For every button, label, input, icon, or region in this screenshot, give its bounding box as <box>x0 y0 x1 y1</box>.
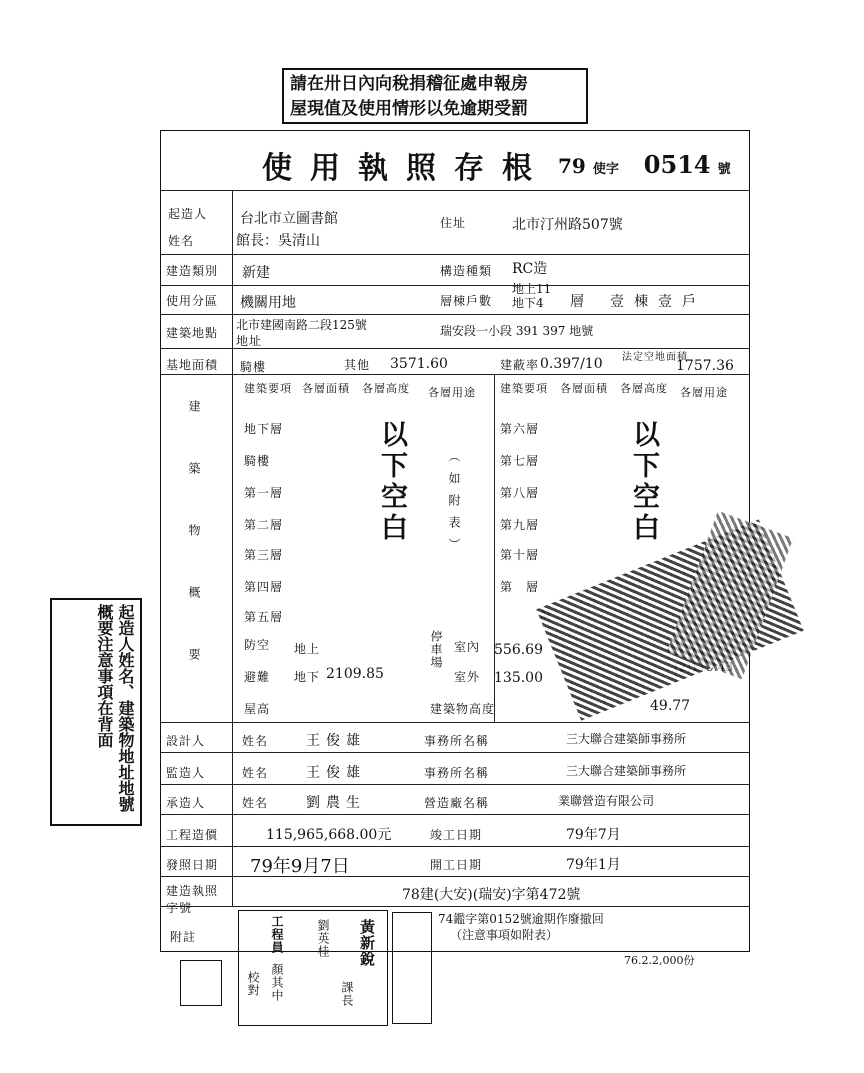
permit-suffix: 號 <box>717 162 731 177</box>
zone-value: 機關用地 <box>240 295 296 311</box>
parking-label: 停車場 <box>429 630 443 669</box>
contractor-name: 劉農生 <box>306 795 366 811</box>
row-4f: 第四層 <box>244 580 284 594</box>
blank-left-marker: 以下空白 <box>376 420 407 544</box>
issue-date: 79年9月7日 <box>250 856 350 877</box>
parking-outdoor: 室外 <box>454 670 481 684</box>
issue-date-label: 發照日期 <box>166 858 219 872</box>
floors-word: 層 <box>570 294 584 310</box>
other-area: 3571.60 <box>390 356 448 372</box>
row-10f: 第十層 <box>500 548 540 562</box>
completion-date: 79年7月 <box>566 827 621 843</box>
supervisor-label: 監造人 <box>166 766 206 780</box>
floors-label: 層棟戶數 <box>440 294 493 308</box>
row-5f: 第五層 <box>244 610 284 624</box>
row-nf: 第 層 <box>500 580 540 594</box>
lot-number: 瑞安段一小段 391 397 地號 <box>440 324 594 338</box>
remarks-line-2: （注意事項如附表） <box>450 928 559 942</box>
vacant-label: 法定空地面積 <box>622 352 688 363</box>
col-head-area-l: 各層面積 <box>302 382 350 395</box>
eaves-label: 屋高 <box>244 702 271 716</box>
sig-engineer-name: 顏其中 <box>270 963 284 1002</box>
name-label: 姓名 <box>168 234 195 248</box>
zone-label: 使用分區 <box>166 294 219 308</box>
site-address: 北市建國南路二段125號 <box>236 318 367 332</box>
see-attached-table: （如附表） <box>447 450 461 560</box>
signature-table <box>238 910 388 1026</box>
floors-below: 地下4 <box>512 296 544 310</box>
shelter-word: 避難 <box>244 670 271 684</box>
build-type-label: 建造類別 <box>166 264 219 278</box>
shelter-below-value: 2109.85 <box>326 666 384 682</box>
structure-type: RC造 <box>512 261 548 277</box>
applicant-address: 北市汀州路507號 <box>512 217 623 233</box>
remarks-line-1: 74鑑字第0152號逾期作廢撤回 <box>438 912 604 926</box>
shelter-label: 防空 <box>244 638 271 652</box>
permit-ref-label: 建造執照字號 <box>166 884 219 915</box>
structure-label: 構造種類 <box>440 264 493 278</box>
col-head-item-l: 建築要項 <box>244 382 292 395</box>
parking-indoor: 室內 <box>454 640 481 654</box>
sig-proofread: 校對 <box>246 971 260 997</box>
sig-chief: 黃新銳 <box>358 919 376 967</box>
applicant-label: 起造人 <box>168 207 208 221</box>
print-count: 76.2.2,000份 <box>624 954 695 967</box>
site-addr-prefix: 地址 <box>236 334 263 348</box>
height-label: 建築物高度 <box>430 702 496 716</box>
row-6f: 第六層 <box>500 422 540 436</box>
vertical-stamp <box>392 912 432 1024</box>
cost-label: 工程造價 <box>166 828 219 842</box>
designer-name: 王俊雄 <box>306 733 366 749</box>
site-area-label: 基地面積 <box>166 358 219 372</box>
site-label: 建築地點 <box>166 326 219 340</box>
build-type: 新建 <box>242 265 270 281</box>
designer-label: 設計人 <box>166 734 206 748</box>
designer-office: 三大聯合建築師事務所 <box>566 732 687 746</box>
sig-engineer-title: 工程員 <box>270 915 284 954</box>
permit-year: 79 <box>558 154 586 178</box>
start-date: 79年1月 <box>566 857 621 873</box>
contractor-firm-label: 營造廠名稱 <box>424 796 490 810</box>
coverage-label: 建蔽率 <box>500 358 540 372</box>
col-head-area-r: 各層面積 <box>560 382 608 395</box>
supervisor-office-label: 事務所名稱 <box>424 766 490 780</box>
permit-type: 使字 <box>592 162 619 177</box>
supervisor-office: 三大聯合建築師事務所 <box>566 764 687 778</box>
tax-notice-box <box>282 68 588 124</box>
row-9f: 第九層 <box>500 518 540 532</box>
address-label: 住址 <box>440 216 467 230</box>
row-arcade: 騎樓 <box>244 454 271 468</box>
other-area-label: 其他 <box>344 358 371 372</box>
remarks-label: 附註 <box>170 930 197 944</box>
side-note: 起造人姓名、建築物地址地號概要注意事項在背面 <box>50 598 142 826</box>
small-stamp-box <box>180 960 222 1006</box>
col-head-use-l: 各層用途 <box>428 386 476 399</box>
units-count: 壹棟壹戶 <box>610 294 706 310</box>
building-section-label: 建築物概要 <box>187 400 201 710</box>
parking-outdoor-value: 135.00 <box>494 670 543 686</box>
contractor-name-label: 姓名 <box>242 796 269 810</box>
sig-reviewer: 劉英桂 <box>316 919 330 958</box>
row-7f: 第七層 <box>500 454 540 468</box>
supervisor-name-label: 姓名 <box>242 766 269 780</box>
row-3f: 第三層 <box>244 548 284 562</box>
completion-label: 竣工日期 <box>430 828 483 842</box>
permit-no: 0514 <box>643 150 711 179</box>
blank-right-marker: 以下空白 <box>628 420 659 544</box>
col-head-height-l: 各層高度 <box>362 382 410 395</box>
contractor-firm: 業聯營造有限公司 <box>558 794 655 808</box>
shelter-below: 地下 <box>294 670 321 684</box>
vacant-area: 1757.36 <box>676 358 734 374</box>
permit-ref: 78建(大安)(瑞安)字第472號 <box>402 887 581 903</box>
permit-number <box>558 150 731 179</box>
row-b1: 地下層 <box>244 422 284 436</box>
designer-name-label: 姓名 <box>242 734 269 748</box>
row-1f: 第一層 <box>244 486 284 500</box>
col-head-use-r: 各層用途 <box>680 386 728 399</box>
arcade-label: 騎樓 <box>240 360 267 374</box>
parking-indoor-value: 556.69 <box>494 642 543 658</box>
floors-above: 地上11 <box>512 282 552 296</box>
start-date-label: 開工日期 <box>430 858 483 872</box>
shelter-above: 地上 <box>294 642 321 656</box>
page-title: 使用執照存根 <box>262 151 550 186</box>
cost-value: 115,965,668.00元 <box>266 827 392 843</box>
row-8f: 第八層 <box>500 486 540 500</box>
sig-section-head: 課長 <box>340 981 354 1007</box>
row-2f: 第二層 <box>244 518 284 532</box>
col-head-item-r: 建築要項 <box>500 382 548 395</box>
applicant-name: 台北市立圖書館 <box>240 211 338 227</box>
supervisor-name: 王俊雄 <box>306 765 366 781</box>
col-head-height-r: 各層高度 <box>620 382 668 395</box>
notice-line-2: 屋現值及使用情形以免逾期受罰 <box>290 99 528 119</box>
applicant-rep: 館長：吳清山 <box>236 233 320 249</box>
designer-office-label: 事務所名稱 <box>424 734 490 748</box>
building-height: 49.77 <box>650 698 691 714</box>
contractor-label: 承造人 <box>166 796 206 810</box>
notice-line-1: 請在卅日內向稅捐稽征處申報房 <box>290 74 528 94</box>
coverage: 0.397/10 <box>540 356 603 372</box>
